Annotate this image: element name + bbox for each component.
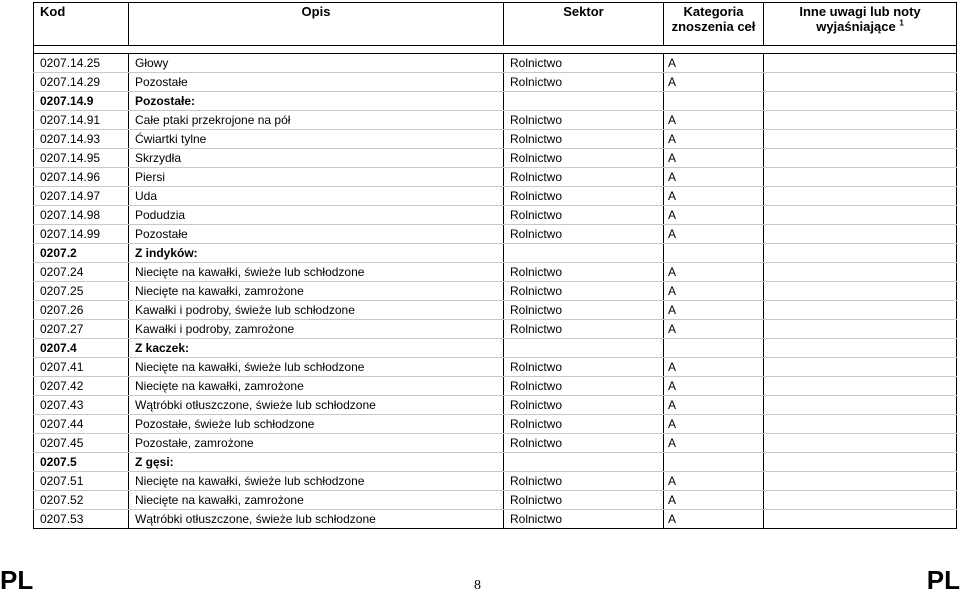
notes-cell bbox=[764, 111, 957, 130]
code-cell: 0207.14.97 bbox=[34, 187, 129, 206]
notes-cell bbox=[764, 339, 957, 358]
notes-cell bbox=[764, 225, 957, 244]
notes-cell bbox=[764, 130, 957, 149]
description-cell: Z kaczek: bbox=[129, 339, 504, 358]
sector-cell: Rolnictwo bbox=[504, 206, 664, 225]
description-cell: Ćwiartki tylne bbox=[129, 130, 504, 149]
code-cell: 0207.14.98 bbox=[34, 206, 129, 225]
notes-cell bbox=[764, 187, 957, 206]
table-row bbox=[34, 130, 957, 149]
sector-cell: Rolnictwo bbox=[504, 111, 664, 130]
category-cell: A bbox=[664, 301, 764, 320]
header-uwagi-text: Inne uwagi lub noty wyjaśniające bbox=[799, 4, 921, 34]
category-cell: A bbox=[664, 54, 764, 73]
category-cell: A bbox=[664, 263, 764, 282]
sector-cell: Rolnictwo bbox=[504, 282, 664, 301]
description-cell: Niecięte na kawałki, zamrożone bbox=[129, 282, 504, 301]
sector-cell: Rolnictwo bbox=[504, 225, 664, 244]
table-row bbox=[34, 396, 957, 415]
header-kod: Kod bbox=[34, 3, 129, 46]
sector-cell: Rolnictwo bbox=[504, 149, 664, 168]
table-row bbox=[34, 73, 957, 92]
code-cell: 0207.5 bbox=[34, 453, 129, 472]
page-number: 8 bbox=[474, 578, 481, 593]
notes-cell bbox=[764, 73, 957, 92]
table-row bbox=[34, 339, 957, 358]
sector-cell: Rolnictwo bbox=[504, 320, 664, 339]
description-cell: Pozostałe bbox=[129, 225, 504, 244]
category-cell: A bbox=[664, 320, 764, 339]
notes-cell bbox=[764, 510, 957, 529]
table-row bbox=[34, 453, 957, 472]
sector-cell: Rolnictwo bbox=[504, 130, 664, 149]
sector-cell: Rolnictwo bbox=[504, 263, 664, 282]
code-cell: 0207.14.95 bbox=[34, 149, 129, 168]
header-uwagi bbox=[764, 3, 957, 46]
header-spacer-row bbox=[34, 46, 957, 54]
code-cell: 0207.4 bbox=[34, 339, 129, 358]
notes-cell bbox=[764, 282, 957, 301]
table-row bbox=[34, 225, 957, 244]
footer-language-right: PL bbox=[926, 565, 960, 595]
category-cell: A bbox=[664, 491, 764, 510]
description-cell: Z indyków: bbox=[129, 244, 504, 263]
footer-language-left: PL bbox=[0, 565, 34, 595]
code-cell: 0207.26 bbox=[34, 301, 129, 320]
code-cell: 0207.14.29 bbox=[34, 73, 129, 92]
table-row bbox=[34, 263, 957, 282]
tariff-table bbox=[33, 2, 957, 529]
code-cell: 0207.14.96 bbox=[34, 168, 129, 187]
category-cell: A bbox=[664, 168, 764, 187]
table-row bbox=[34, 358, 957, 377]
spacer-cell bbox=[34, 46, 957, 54]
code-cell: 0207.52 bbox=[34, 491, 129, 510]
description-cell: Pozostałe: bbox=[129, 92, 504, 111]
sector-cell bbox=[504, 92, 664, 111]
notes-cell bbox=[764, 453, 957, 472]
sector-cell bbox=[504, 244, 664, 263]
notes-cell bbox=[764, 434, 957, 453]
description-cell: Kawałki i podroby, zamrożone bbox=[129, 320, 504, 339]
notes-cell bbox=[764, 244, 957, 263]
sector-cell: Rolnictwo bbox=[504, 491, 664, 510]
table-row bbox=[34, 187, 957, 206]
description-cell: Całe ptaki przekrojone na pół bbox=[129, 111, 504, 130]
notes-cell bbox=[764, 206, 957, 225]
category-cell bbox=[664, 92, 764, 111]
category-cell: A bbox=[664, 415, 764, 434]
description-cell: Niecięte na kawałki, świeże lub schłodzone bbox=[129, 263, 504, 282]
table-row bbox=[34, 168, 957, 187]
notes-cell bbox=[764, 149, 957, 168]
category-cell: A bbox=[664, 111, 764, 130]
table-row bbox=[34, 111, 957, 130]
code-cell: 0207.43 bbox=[34, 396, 129, 415]
notes-cell bbox=[764, 472, 957, 491]
table-row bbox=[34, 282, 957, 301]
notes-cell bbox=[764, 54, 957, 73]
notes-cell bbox=[764, 358, 957, 377]
table-row bbox=[34, 206, 957, 225]
category-cell: A bbox=[664, 187, 764, 206]
sector-cell: Rolnictwo bbox=[504, 396, 664, 415]
notes-cell bbox=[764, 415, 957, 434]
code-cell: 0207.53 bbox=[34, 510, 129, 529]
description-cell: Niecięte na kawałki, świeże lub schłodzone bbox=[129, 358, 504, 377]
notes-cell bbox=[764, 92, 957, 111]
category-cell: A bbox=[664, 510, 764, 529]
code-cell: 0207.14.99 bbox=[34, 225, 129, 244]
sector-cell: Rolnictwo bbox=[504, 187, 664, 206]
table-row bbox=[34, 434, 957, 453]
code-cell: 0207.2 bbox=[34, 244, 129, 263]
table-row bbox=[34, 510, 957, 529]
description-cell: Kawałki i podroby, świeże lub schłodzone bbox=[129, 301, 504, 320]
category-cell bbox=[664, 453, 764, 472]
code-cell: 0207.44 bbox=[34, 415, 129, 434]
description-cell: Pozostałe, zamrożone bbox=[129, 434, 504, 453]
notes-cell bbox=[764, 396, 957, 415]
description-cell: Skrzydła bbox=[129, 149, 504, 168]
code-cell: 0207.24 bbox=[34, 263, 129, 282]
description-cell: Niecięte na kawałki, zamrożone bbox=[129, 491, 504, 510]
header-sektor: Sektor bbox=[504, 3, 664, 46]
header-kategoria: Kategoria znoszenia ceł bbox=[664, 3, 764, 46]
notes-cell bbox=[764, 263, 957, 282]
category-cell: A bbox=[664, 396, 764, 415]
category-cell: A bbox=[664, 282, 764, 301]
sector-cell: Rolnictwo bbox=[504, 54, 664, 73]
sector-cell: Rolnictwo bbox=[504, 377, 664, 396]
table-row bbox=[34, 92, 957, 111]
category-cell: A bbox=[664, 149, 764, 168]
table-row bbox=[34, 491, 957, 510]
category-cell bbox=[664, 244, 764, 263]
code-cell: 0207.25 bbox=[34, 282, 129, 301]
notes-cell bbox=[764, 168, 957, 187]
code-cell: 0207.41 bbox=[34, 358, 129, 377]
code-cell: 0207.14.9 bbox=[34, 92, 129, 111]
description-cell: Głowy bbox=[129, 54, 504, 73]
notes-cell bbox=[764, 320, 957, 339]
table-header-row bbox=[34, 3, 957, 46]
category-cell: A bbox=[664, 377, 764, 396]
description-cell: Podudzia bbox=[129, 206, 504, 225]
table-row bbox=[34, 415, 957, 434]
sector-cell bbox=[504, 339, 664, 358]
table-row bbox=[34, 54, 957, 73]
description-cell: Wątróbki otłuszczone, świeże lub schłodzone bbox=[129, 510, 504, 529]
table-body bbox=[34, 46, 957, 529]
description-cell: Pozostałe, świeże lub schłodzone bbox=[129, 415, 504, 434]
table-row bbox=[34, 301, 957, 320]
sector-cell bbox=[504, 453, 664, 472]
description-cell: Piersi bbox=[129, 168, 504, 187]
category-cell: A bbox=[664, 472, 764, 491]
code-cell: 0207.27 bbox=[34, 320, 129, 339]
description-cell: Niecięte na kawałki, świeże lub schłodzone bbox=[129, 472, 504, 491]
code-cell: 0207.14.25 bbox=[34, 54, 129, 73]
description-cell: Uda bbox=[129, 187, 504, 206]
code-cell: 0207.51 bbox=[34, 472, 129, 491]
sector-cell: Rolnictwo bbox=[504, 472, 664, 491]
table-row bbox=[34, 320, 957, 339]
category-cell: A bbox=[664, 434, 764, 453]
category-cell: A bbox=[664, 225, 764, 244]
code-cell: 0207.42 bbox=[34, 377, 129, 396]
table-row bbox=[34, 472, 957, 491]
sector-cell: Rolnictwo bbox=[504, 358, 664, 377]
description-cell: Z gęsi: bbox=[129, 453, 504, 472]
category-cell: A bbox=[664, 358, 764, 377]
category-cell: A bbox=[664, 130, 764, 149]
category-cell: A bbox=[664, 73, 764, 92]
code-cell: 0207.14.91 bbox=[34, 111, 129, 130]
table-row bbox=[34, 244, 957, 263]
notes-cell bbox=[764, 491, 957, 510]
table-row bbox=[34, 149, 957, 168]
notes-cell bbox=[764, 377, 957, 396]
table-row bbox=[34, 377, 957, 396]
category-cell: A bbox=[664, 206, 764, 225]
notes-cell bbox=[764, 301, 957, 320]
description-cell: Pozostałe bbox=[129, 73, 504, 92]
code-cell: 0207.45 bbox=[34, 434, 129, 453]
footnote-marker: 1 bbox=[899, 18, 904, 28]
sector-cell: Rolnictwo bbox=[504, 73, 664, 92]
sector-cell: Rolnictwo bbox=[504, 434, 664, 453]
sector-cell: Rolnictwo bbox=[504, 415, 664, 434]
category-cell bbox=[664, 339, 764, 358]
sector-cell: Rolnictwo bbox=[504, 301, 664, 320]
code-cell: 0207.14.93 bbox=[34, 130, 129, 149]
header-opis: Opis bbox=[129, 3, 504, 46]
sector-cell: Rolnictwo bbox=[504, 510, 664, 529]
sector-cell: Rolnictwo bbox=[504, 168, 664, 187]
description-cell: Niecięte na kawałki, zamrożone bbox=[129, 377, 504, 396]
description-cell: Wątróbki otłuszczone, świeże lub schłodzone bbox=[129, 396, 504, 415]
